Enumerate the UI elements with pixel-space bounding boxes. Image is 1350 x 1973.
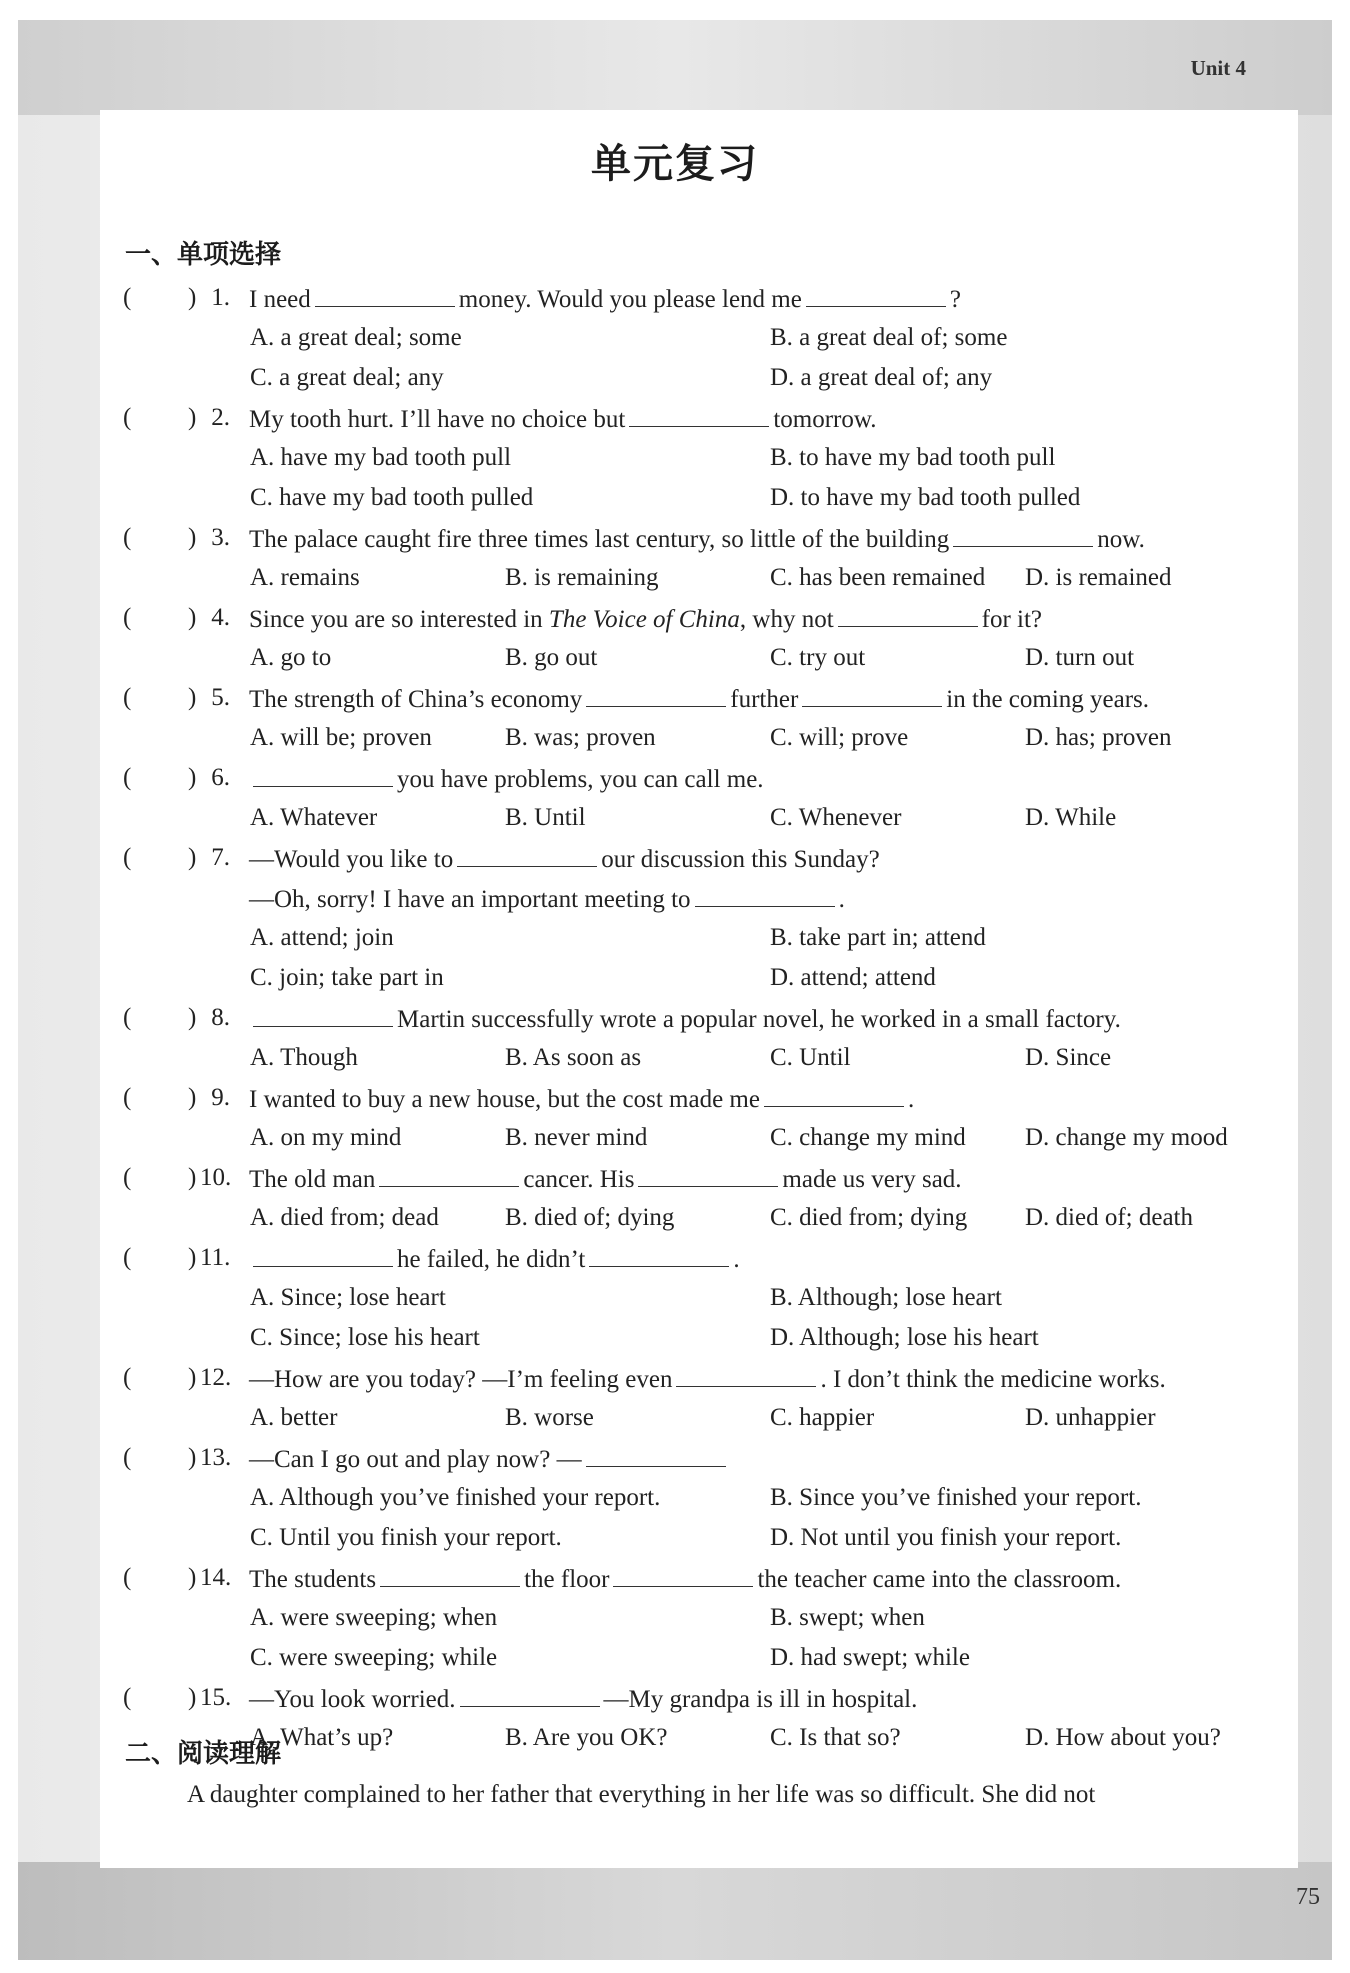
option-row bbox=[120, 804, 1280, 844]
answer-paren-close: ) bbox=[188, 284, 197, 311]
stem-text: The old man bbox=[249, 1166, 376, 1193]
question-row bbox=[120, 844, 1280, 884]
question-number: 4. bbox=[211, 604, 230, 631]
option-row bbox=[120, 724, 1280, 764]
option-b[interactable]: B. worse bbox=[505, 1404, 594, 1431]
option-row bbox=[120, 1124, 1280, 1164]
stem-text: made us very sad. bbox=[782, 1166, 962, 1193]
option-row bbox=[120, 564, 1280, 604]
question-row bbox=[120, 604, 1280, 644]
option-a[interactable]: A. go to bbox=[250, 644, 332, 671]
stem-text: —How are you today? —I’m feeling even bbox=[249, 1366, 673, 1393]
answer-blank[interactable] bbox=[380, 1564, 520, 1587]
option-a[interactable]: A. remains bbox=[250, 564, 360, 591]
question-row bbox=[120, 1164, 1280, 1204]
option-c[interactable]: C. has been remained bbox=[770, 564, 986, 591]
stem-text: My tooth hurt. I’ll have no choice but bbox=[249, 406, 626, 433]
option-d[interactable]: D. has; proven bbox=[1025, 724, 1172, 751]
option-a[interactable]: A. Since; lose heart bbox=[250, 1284, 446, 1311]
option-c[interactable]: C. change my mind bbox=[770, 1124, 966, 1151]
question-row-continued bbox=[120, 884, 1280, 924]
option-row bbox=[120, 1724, 1280, 1764]
option-b[interactable]: B. never mind bbox=[505, 1124, 648, 1151]
option-row bbox=[120, 644, 1280, 684]
option-a[interactable]: A. were sweeping; when bbox=[250, 1604, 498, 1631]
option-row bbox=[120, 1044, 1280, 1084]
question-stem bbox=[249, 844, 880, 874]
stem-text: the teacher came into the classroom. bbox=[757, 1566, 1122, 1593]
question-row bbox=[120, 684, 1280, 724]
option-d[interactable]: D. Although; lose his heart bbox=[770, 1324, 1039, 1351]
question-stem bbox=[249, 1164, 962, 1194]
stem-text: —Oh, sorry! I have an important meeting to bbox=[249, 886, 691, 913]
answer-paren-close: ) bbox=[188, 404, 197, 431]
answer-paren-close: ) bbox=[188, 1164, 197, 1191]
answer-paren-close: ) bbox=[188, 1244, 197, 1271]
question-row bbox=[120, 1364, 1280, 1404]
option-a[interactable]: A. attend; join bbox=[250, 924, 394, 951]
stem-text: for it? bbox=[981, 606, 1043, 633]
answer-paren-open: ( bbox=[123, 684, 132, 711]
stem-text: I wanted to buy a new house, but the cost made me bbox=[249, 1086, 760, 1113]
stem-text: you have problems, you can call me. bbox=[397, 766, 764, 793]
option-b[interactable]: B. go out bbox=[505, 644, 598, 671]
answer-blank[interactable] bbox=[460, 1684, 600, 1707]
stem-text: The students bbox=[249, 1566, 377, 1593]
option-a[interactable]: A. Though bbox=[250, 1044, 358, 1071]
question-row bbox=[120, 1084, 1280, 1124]
answer-paren-open: ( bbox=[123, 1084, 132, 1111]
option-b[interactable]: B. As soon as bbox=[505, 1044, 642, 1071]
answer-paren-close: ) bbox=[188, 1004, 197, 1031]
answer-paren-open: ( bbox=[123, 764, 132, 791]
stem-text: in the coming years. bbox=[946, 686, 1150, 713]
option-d[interactable]: D. had swept; while bbox=[770, 1644, 970, 1671]
option-a[interactable]: A. better bbox=[250, 1404, 338, 1431]
answer-blank[interactable] bbox=[457, 844, 597, 867]
question-stem bbox=[249, 604, 1042, 634]
question-row bbox=[120, 1684, 1280, 1724]
program-title: The Voice of China bbox=[548, 606, 740, 633]
option-d[interactable]: D. While bbox=[1025, 804, 1117, 831]
answer-blank[interactable] bbox=[676, 1364, 816, 1387]
option-c[interactable]: C. Is that so? bbox=[770, 1724, 901, 1751]
stem-text: . bbox=[733, 1246, 740, 1273]
question-number: 10. bbox=[200, 1164, 232, 1191]
answer-paren-open: ( bbox=[123, 844, 132, 871]
question-number: 7. bbox=[211, 844, 230, 871]
answer-paren-close: ) bbox=[188, 604, 197, 631]
answer-paren-close: ) bbox=[188, 524, 197, 551]
question-stem bbox=[249, 524, 1145, 554]
answer-blank[interactable] bbox=[253, 764, 393, 787]
option-row bbox=[120, 1644, 1280, 1684]
option-c[interactable]: C. Until you finish your report. bbox=[250, 1524, 562, 1551]
option-d[interactable]: D. unhappier bbox=[1025, 1404, 1156, 1431]
answer-paren-close: ) bbox=[188, 1364, 197, 1391]
option-d[interactable]: D. died of; death bbox=[1025, 1204, 1194, 1231]
question-stem bbox=[249, 764, 764, 794]
question-row bbox=[120, 1444, 1280, 1484]
answer-blank[interactable] bbox=[253, 1244, 393, 1267]
option-d[interactable]: D. Since bbox=[1025, 1044, 1112, 1071]
option-b[interactable]: B. Since you’ve finished your report. bbox=[770, 1484, 1142, 1511]
answer-blank[interactable] bbox=[586, 684, 726, 707]
question-number: 8. bbox=[211, 1004, 230, 1031]
option-row bbox=[120, 1604, 1280, 1644]
answer-paren-close: ) bbox=[188, 764, 197, 791]
question-row bbox=[120, 1004, 1280, 1044]
answer-paren-open: ( bbox=[123, 1004, 132, 1031]
question-number: 12. bbox=[200, 1364, 232, 1391]
page-title: 单元复习 bbox=[591, 141, 759, 187]
answer-paren-open: ( bbox=[123, 1164, 132, 1191]
page-number: 75 bbox=[1296, 1884, 1320, 1910]
question-number: 11. bbox=[200, 1244, 231, 1271]
answer-blank[interactable] bbox=[838, 604, 978, 627]
question-row bbox=[120, 1244, 1280, 1284]
stem-text: The strength of China’s economy bbox=[249, 686, 583, 713]
stem-text: ? bbox=[949, 286, 961, 313]
option-row bbox=[120, 444, 1280, 484]
question-stem bbox=[249, 884, 845, 914]
answer-blank[interactable] bbox=[586, 1444, 726, 1467]
question-row bbox=[120, 1564, 1280, 1604]
stem-text: cancer. His bbox=[523, 1166, 635, 1193]
answer-blank[interactable] bbox=[764, 1084, 904, 1107]
answer-paren-close: ) bbox=[188, 684, 197, 711]
top-band bbox=[18, 20, 1332, 115]
option-a[interactable]: A. What’s up? bbox=[250, 1724, 394, 1751]
answer-blank[interactable] bbox=[629, 404, 769, 427]
stem-text: Martin successfully wrote a popular novel, he worked in a small factory. bbox=[397, 1006, 1121, 1033]
option-row bbox=[120, 324, 1280, 364]
stem-text: Since you are so interested in The Voice of China, why not bbox=[249, 606, 834, 633]
option-b[interactable]: B. take part in; attend bbox=[770, 924, 986, 951]
answer-paren-close: ) bbox=[188, 1684, 197, 1711]
option-c[interactable]: C. died from; dying bbox=[770, 1204, 968, 1231]
answer-paren-open: ( bbox=[123, 604, 132, 631]
stem-text: money. Would you please lend me bbox=[458, 286, 802, 313]
answer-paren-close: ) bbox=[188, 1084, 197, 1111]
question-number: 9. bbox=[211, 1084, 230, 1111]
question-stem bbox=[249, 1364, 1166, 1394]
option-b[interactable]: B. died of; dying bbox=[505, 1204, 675, 1231]
option-d[interactable]: D. change my mood bbox=[1025, 1124, 1228, 1151]
option-row bbox=[120, 1284, 1280, 1324]
answer-blank[interactable] bbox=[695, 884, 835, 907]
stem-text: now. bbox=[1097, 526, 1145, 553]
option-d[interactable]: D. is remained bbox=[1025, 564, 1172, 591]
question-number: 14. bbox=[200, 1564, 232, 1591]
answer-blank[interactable] bbox=[379, 1164, 519, 1187]
answer-blank[interactable] bbox=[589, 1244, 729, 1267]
option-c[interactable]: C. Since; lose his heart bbox=[250, 1324, 480, 1351]
stem-text: our discussion this Sunday? bbox=[601, 846, 880, 873]
question-stem bbox=[249, 1444, 730, 1474]
unit-label: Unit 4 bbox=[1190, 56, 1246, 80]
option-a[interactable]: A. Whatever bbox=[250, 804, 378, 831]
option-row bbox=[120, 1524, 1280, 1564]
option-c[interactable]: C. Until bbox=[770, 1044, 851, 1071]
option-row bbox=[120, 1324, 1280, 1364]
stem-text: The palace caught fire three times last century, so little of the building bbox=[249, 526, 950, 553]
answer-paren-close: ) bbox=[188, 1444, 197, 1471]
answer-paren-open: ( bbox=[123, 1444, 132, 1471]
option-row bbox=[120, 1404, 1280, 1444]
answer-blank[interactable] bbox=[315, 284, 455, 307]
answer-blank[interactable] bbox=[253, 1004, 393, 1027]
option-d[interactable]: D. turn out bbox=[1025, 644, 1135, 671]
option-b[interactable]: B. Are you OK? bbox=[505, 1724, 668, 1751]
answer-blank[interactable] bbox=[806, 284, 946, 307]
answer-blank[interactable] bbox=[802, 684, 942, 707]
answer-paren-open: ( bbox=[123, 1564, 132, 1591]
question-number: 3. bbox=[211, 524, 230, 551]
stem-text: . bbox=[838, 886, 845, 913]
question-stem bbox=[249, 1684, 917, 1714]
option-d[interactable]: D. How about you? bbox=[1025, 1724, 1221, 1751]
stem-text: —You look worried. bbox=[249, 1686, 456, 1713]
option-c[interactable]: C. try out bbox=[770, 644, 866, 671]
question-number: 5. bbox=[211, 684, 230, 711]
option-a[interactable]: A. on my mind bbox=[250, 1124, 402, 1151]
question-stem bbox=[249, 1004, 1121, 1034]
question-number: 1. bbox=[211, 284, 230, 311]
option-d[interactable]: D. attend; attend bbox=[770, 964, 936, 991]
question-row bbox=[120, 524, 1280, 564]
answer-blank[interactable] bbox=[638, 1164, 778, 1187]
answer-blank[interactable] bbox=[613, 1564, 753, 1587]
answer-paren-close: ) bbox=[188, 844, 197, 871]
option-row bbox=[120, 924, 1280, 964]
stem-text: the floor bbox=[524, 1566, 610, 1593]
answer-paren-open: ( bbox=[123, 1244, 132, 1271]
option-c[interactable]: C. have my bad tooth pulled bbox=[250, 484, 534, 511]
question-row bbox=[120, 404, 1280, 444]
option-row bbox=[120, 484, 1280, 524]
answer-paren-open: ( bbox=[123, 1364, 132, 1391]
section-heading-reading: 二、阅读理解 bbox=[125, 1739, 282, 1769]
question-number: 13. bbox=[200, 1444, 232, 1471]
answer-paren-open: ( bbox=[123, 404, 132, 431]
option-a[interactable]: A. have my bad tooth pull bbox=[250, 444, 512, 471]
stem-text: —Would you like to bbox=[249, 846, 454, 873]
answer-paren-close: ) bbox=[188, 1564, 197, 1591]
option-row bbox=[120, 964, 1280, 1004]
option-row bbox=[120, 1204, 1280, 1244]
option-b[interactable]: B. is remaining bbox=[505, 564, 659, 591]
option-row bbox=[120, 364, 1280, 404]
question-number: 6. bbox=[211, 764, 230, 791]
option-c[interactable]: C. were sweeping; while bbox=[250, 1644, 498, 1671]
question-stem bbox=[249, 284, 961, 314]
option-c[interactable]: C. happier bbox=[770, 1404, 875, 1431]
option-b[interactable]: B. a great deal of; some bbox=[770, 324, 1008, 351]
option-d[interactable]: D. to have my bad tooth pulled bbox=[770, 484, 1081, 511]
stem-text: . I don’t think the medicine works. bbox=[820, 1366, 1166, 1393]
reading-passage: A daughter complained to her father that everything in her life was so difficult. She did not bbox=[187, 1781, 1096, 1808]
stem-text: he failed, he didn’t bbox=[397, 1246, 586, 1273]
question-number: 15. bbox=[200, 1684, 232, 1711]
option-d[interactable]: D. a great deal of; any bbox=[770, 364, 993, 391]
option-a[interactable]: A. Although you’ve finished your report. bbox=[250, 1484, 661, 1511]
stem-text: I need bbox=[249, 286, 311, 313]
option-b[interactable]: B. to have my bad tooth pull bbox=[770, 444, 1056, 471]
question-stem bbox=[249, 1244, 740, 1274]
stem-text: . bbox=[907, 1086, 915, 1113]
option-row bbox=[120, 1484, 1280, 1524]
question-stem bbox=[249, 404, 877, 434]
option-a[interactable]: A. died from; dead bbox=[250, 1204, 439, 1231]
question-stem bbox=[249, 684, 1149, 714]
answer-paren-open: ( bbox=[123, 524, 132, 551]
stem-text: —My grandpa is ill in hospital. bbox=[603, 1686, 918, 1713]
option-a[interactable]: A. a great deal; some bbox=[250, 324, 462, 351]
option-b[interactable]: B. Until bbox=[505, 804, 586, 831]
option-c[interactable]: C. will; prove bbox=[770, 724, 909, 751]
option-d[interactable]: D. Not until you finish your report. bbox=[770, 1524, 1122, 1551]
option-b[interactable]: B. swept; when bbox=[770, 1604, 925, 1631]
option-c[interactable]: C. Whenever bbox=[770, 804, 902, 831]
question-list bbox=[120, 284, 1280, 1764]
section-heading-choice: 一、单项选择 bbox=[125, 240, 282, 270]
question-row bbox=[120, 284, 1280, 324]
question-row bbox=[120, 764, 1280, 804]
question-stem bbox=[249, 1564, 1121, 1594]
option-c[interactable]: C. join; take part in bbox=[250, 964, 444, 991]
stem-text: —Can I go out and play now? — bbox=[249, 1446, 582, 1473]
answer-paren-open: ( bbox=[123, 1684, 132, 1711]
stem-text: further bbox=[730, 686, 799, 713]
answer-blank[interactable] bbox=[953, 524, 1093, 547]
answer-paren-open: ( bbox=[123, 284, 132, 311]
option-c[interactable]: C. a great deal; any bbox=[250, 364, 444, 391]
stem-text: tomorrow. bbox=[773, 406, 877, 433]
bottom-band bbox=[18, 1862, 1332, 1960]
question-number: 2. bbox=[211, 404, 230, 431]
option-b[interactable]: B. was; proven bbox=[505, 724, 656, 751]
question-stem bbox=[249, 1084, 914, 1114]
option-b[interactable]: B. Although; lose heart bbox=[770, 1284, 1002, 1311]
option-a[interactable]: A. will be; proven bbox=[250, 724, 432, 751]
